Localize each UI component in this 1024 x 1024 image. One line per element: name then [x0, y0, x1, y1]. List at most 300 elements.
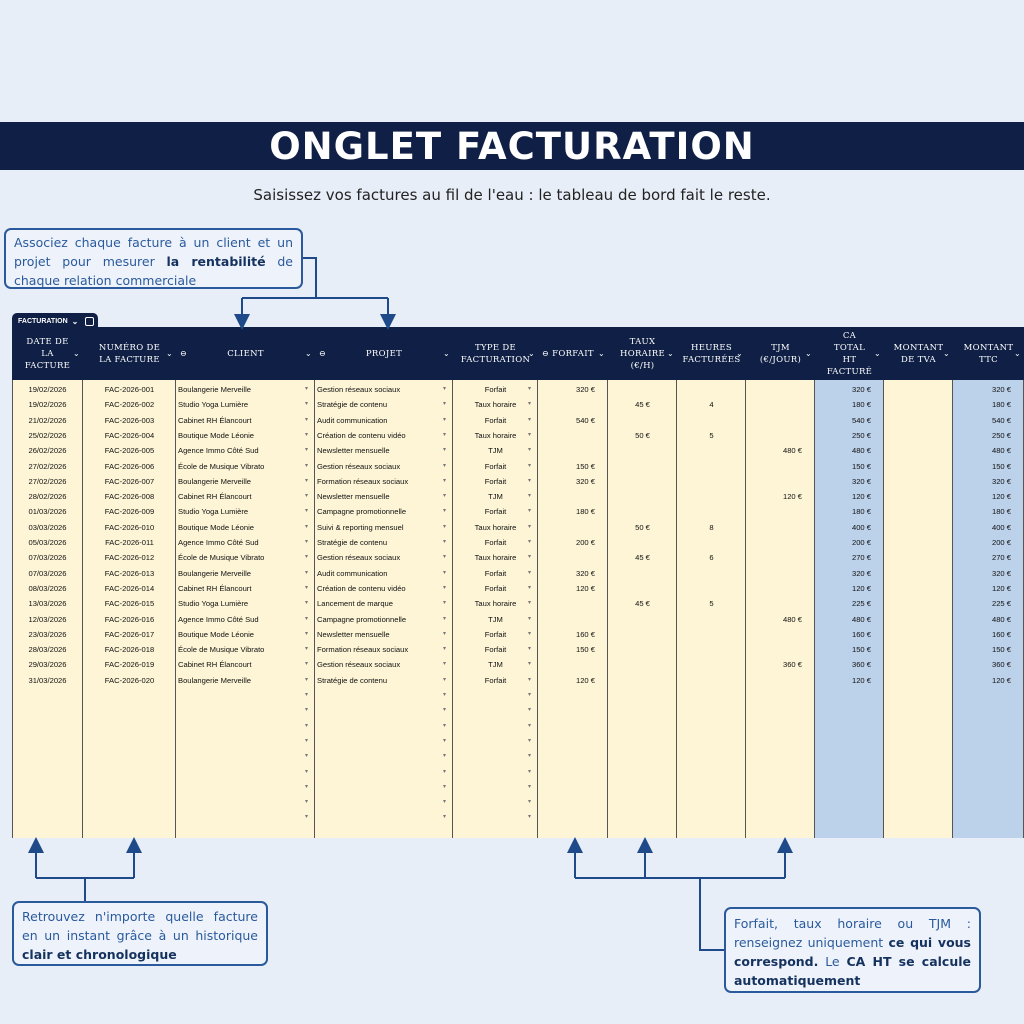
- cell-ttc[interactable]: 180 €: [991, 507, 1011, 517]
- cell-ttc[interactable]: 360 €: [991, 660, 1011, 670]
- cell-tjm[interactable]: [746, 535, 807, 550]
- cell-tjm[interactable]: [746, 382, 807, 397]
- dropdown-arrow-icon[interactable]: ▾: [528, 661, 532, 668]
- cell-ttc[interactable]: 400 €: [991, 522, 1011, 532]
- cell-forfait[interactable]: 120 €: [575, 583, 595, 593]
- cell-forfait[interactable]: [538, 428, 600, 443]
- cell-projet[interactable]: Gestion réseaux sociaux: [317, 553, 401, 563]
- cell-ttc[interactable]: 320 €: [991, 568, 1011, 578]
- cell-projet[interactable]: Gestion réseaux sociaux: [317, 461, 401, 471]
- dropdown-arrow-icon[interactable]: ▾: [528, 753, 532, 760]
- dropdown-arrow-icon[interactable]: ▾: [443, 493, 447, 500]
- cell-client[interactable]: Studio Yoga Lumière: [178, 400, 249, 410]
- cell-taux[interactable]: [608, 673, 677, 688]
- filter-chevron-icon[interactable]: ⌄: [597, 349, 605, 358]
- cell-num[interactable]: FAC-2026-006: [104, 461, 155, 471]
- column-header-projet[interactable]: [315, 327, 453, 380]
- cell-heures[interactable]: [677, 642, 746, 657]
- dropdown-arrow-icon[interactable]: ▾: [305, 722, 309, 729]
- cell-projet[interactable]: Newsletter mensuelle: [317, 492, 390, 502]
- cell-type[interactable]: TJM: [488, 492, 503, 502]
- column-header-ttc[interactable]: [953, 327, 1024, 380]
- cell-heures[interactable]: 8: [709, 522, 714, 532]
- cell-ttc[interactable]: 480 €: [991, 446, 1011, 456]
- cell-taux[interactable]: [608, 535, 677, 550]
- cell-tjm[interactable]: 360 €: [782, 660, 802, 670]
- cell-heures[interactable]: 4: [709, 400, 714, 410]
- dropdown-arrow-icon[interactable]: ▾: [305, 692, 309, 698]
- cell-taux[interactable]: [608, 443, 677, 458]
- cell-num[interactable]: FAC-2026-010: [104, 522, 155, 532]
- cell-date[interactable]: 28/02/2026: [28, 492, 67, 502]
- dropdown-arrow-icon[interactable]: ▾: [443, 814, 447, 821]
- cell-type[interactable]: Forfait: [484, 538, 507, 547]
- dropdown-arrow-icon[interactable]: ▾: [443, 539, 447, 545]
- cell-client[interactable]: Boutique Mode Léonie: [178, 629, 254, 639]
- cell-date[interactable]: 28/03/2026: [28, 645, 67, 655]
- cell-forfait[interactable]: [538, 489, 600, 504]
- cell-num[interactable]: FAC-2026-019: [104, 660, 155, 670]
- cell-heures[interactable]: [677, 413, 746, 428]
- cell-client[interactable]: Boutique Mode Léonie: [178, 430, 254, 440]
- cell-tjm[interactable]: [746, 504, 807, 519]
- cell-projet[interactable]: Gestion réseaux sociaux: [317, 385, 401, 394]
- cell-ca[interactable]: 320 €: [851, 385, 871, 394]
- cell-taux[interactable]: [608, 627, 677, 642]
- dropdown-arrow-icon[interactable]: ▾: [443, 569, 447, 576]
- cell-taux[interactable]: [608, 581, 677, 596]
- cell-ttc[interactable]: 225 €: [991, 599, 1011, 609]
- filter-chevron-icon[interactable]: ⌄: [72, 349, 80, 358]
- dropdown-arrow-icon[interactable]: ▾: [305, 508, 309, 515]
- cell-ttc[interactable]: 120 €: [991, 675, 1011, 685]
- dropdown-arrow-icon[interactable]: ▾: [528, 416, 532, 423]
- cell-date[interactable]: 29/03/2026: [28, 660, 67, 670]
- cell-client[interactable]: Agence Immo Côté Sud: [178, 446, 259, 456]
- column-header-tva[interactable]: [884, 327, 953, 380]
- cell-tva[interactable]: [884, 428, 945, 443]
- cell-client[interactable]: Boulangerie Merveille: [178, 385, 252, 394]
- cell-projet[interactable]: Stratégie de contenu: [317, 675, 388, 685]
- cell-tva[interactable]: [884, 504, 945, 519]
- cell-tjm[interactable]: 480 €: [782, 614, 802, 624]
- cell-projet[interactable]: Audit communication: [317, 568, 388, 578]
- cell-ca[interactable]: 120 €: [851, 583, 871, 593]
- column-header-heures[interactable]: [677, 327, 746, 380]
- dropdown-arrow-icon[interactable]: ▾: [443, 523, 447, 530]
- cell-tjm[interactable]: 480 €: [782, 446, 802, 456]
- dropdown-arrow-icon[interactable]: ▾: [305, 799, 309, 806]
- cell-ca[interactable]: 150 €: [851, 645, 871, 655]
- cell-client[interactable]: École de Musique Vibrato: [178, 553, 265, 563]
- dropdown-arrow-icon[interactable]: ▾: [305, 737, 309, 744]
- cell-ttc[interactable]: 270 €: [991, 553, 1011, 563]
- dropdown-arrow-icon[interactable]: ▾: [443, 737, 447, 744]
- cell-type[interactable]: Taux horaire: [474, 599, 517, 609]
- dropdown-arrow-icon[interactable]: ▾: [528, 768, 532, 775]
- dropdown-arrow-icon[interactable]: ▾: [528, 508, 532, 515]
- cell-type[interactable]: Forfait: [484, 568, 507, 578]
- cell-client[interactable]: Agence Immo Côté Sud: [178, 614, 259, 624]
- dropdown-arrow-icon[interactable]: ▾: [443, 615, 447, 622]
- cell-projet[interactable]: Création de contenu vidéo: [317, 430, 406, 440]
- dropdown-arrow-icon[interactable]: ▾: [443, 462, 447, 469]
- cell-type[interactable]: Forfait: [484, 583, 507, 593]
- cell-heures[interactable]: [677, 382, 746, 397]
- cell-client[interactable]: Boutique Mode Léonie: [178, 522, 254, 532]
- cell-date[interactable]: 25/02/2026: [28, 430, 67, 440]
- cell-forfait[interactable]: [538, 520, 600, 535]
- dropdown-arrow-icon[interactable]: ▾: [305, 615, 309, 622]
- dropdown-arrow-icon[interactable]: ▾: [528, 692, 532, 698]
- dropdown-arrow-icon[interactable]: ▾: [443, 447, 447, 454]
- cell-taux[interactable]: [608, 566, 677, 581]
- cell-num[interactable]: FAC-2026-008: [104, 492, 155, 502]
- cell-tva[interactable]: [884, 397, 945, 412]
- cell-taux[interactable]: 45 €: [635, 553, 650, 563]
- cell-projet[interactable]: Lancement de marque: [317, 599, 393, 609]
- dropdown-arrow-icon[interactable]: ▾: [305, 554, 309, 561]
- dropdown-arrow-icon[interactable]: ▾: [443, 416, 447, 423]
- cell-taux[interactable]: [608, 474, 677, 489]
- dropdown-arrow-icon[interactable]: ▾: [528, 386, 532, 392]
- cell-heures[interactable]: [677, 535, 746, 550]
- cell-num[interactable]: FAC-2026-011: [105, 538, 154, 547]
- cell-projet[interactable]: Audit communication: [317, 415, 388, 425]
- cell-tjm[interactable]: [746, 642, 807, 657]
- cell-forfait[interactable]: [538, 657, 600, 672]
- cell-num[interactable]: FAC-2026-020: [104, 675, 155, 685]
- cell-type[interactable]: TJM: [488, 614, 503, 624]
- cell-ca[interactable]: 320 €: [851, 568, 871, 578]
- cell-tjm[interactable]: [746, 581, 807, 596]
- cell-num[interactable]: FAC-2026-004: [104, 430, 155, 440]
- dropdown-arrow-icon[interactable]: ▾: [528, 493, 532, 500]
- cell-tjm[interactable]: [746, 520, 807, 535]
- cell-forfait[interactable]: 150 €: [575, 645, 595, 655]
- cell-tva[interactable]: [884, 612, 945, 627]
- cell-projet[interactable]: Stratégie de contenu: [317, 400, 388, 410]
- cell-type[interactable]: Forfait: [484, 629, 507, 639]
- cell-tva[interactable]: [884, 566, 945, 581]
- cell-num[interactable]: FAC-2026-014: [104, 583, 155, 593]
- cell-ttc[interactable]: 150 €: [991, 645, 1011, 655]
- cell-projet[interactable]: Formation réseaux sociaux: [317, 645, 409, 655]
- dropdown-arrow-icon[interactable]: ▾: [443, 722, 447, 729]
- cell-projet[interactable]: Newsletter mensuelle: [317, 629, 390, 639]
- dropdown-arrow-icon[interactable]: ▾: [528, 554, 532, 561]
- cell-client[interactable]: Cabinet RH Élancourt: [178, 492, 252, 502]
- cell-client[interactable]: Agence Immo Côté Sud: [178, 538, 259, 547]
- cell-forfait[interactable]: [538, 443, 600, 458]
- cell-type[interactable]: Forfait: [484, 507, 507, 517]
- dropdown-arrow-icon[interactable]: ▾: [443, 554, 447, 561]
- cell-ttc[interactable]: 250 €: [991, 430, 1011, 440]
- dropdown-arrow-icon[interactable]: ▾: [528, 477, 532, 484]
- dropdown-arrow-icon[interactable]: ▾: [305, 462, 309, 469]
- cell-ca[interactable]: 150 €: [851, 461, 871, 471]
- dropdown-arrow-icon[interactable]: ▾: [528, 676, 532, 683]
- cell-forfait[interactable]: 160 €: [575, 629, 595, 639]
- cell-projet[interactable]: Stratégie de contenu: [317, 538, 388, 547]
- dropdown-arrow-icon[interactable]: ▾: [443, 477, 447, 484]
- cell-ca[interactable]: 180 €: [851, 400, 871, 410]
- cell-heures[interactable]: [677, 443, 746, 458]
- cell-ca[interactable]: 200 €: [851, 538, 871, 547]
- cell-ca[interactable]: 480 €: [851, 446, 871, 456]
- dropdown-arrow-icon[interactable]: ▾: [528, 646, 532, 653]
- filter-chevron-icon[interactable]: ⌄: [804, 349, 812, 358]
- dropdown-arrow-icon[interactable]: ▾: [528, 737, 532, 744]
- cell-tva[interactable]: [884, 673, 945, 688]
- dropdown-arrow-icon[interactable]: ▾: [305, 569, 309, 576]
- dropdown-arrow-icon[interactable]: ▾: [305, 814, 309, 821]
- cell-ttc[interactable]: 200 €: [991, 538, 1011, 547]
- cell-forfait[interactable]: 320 €: [575, 385, 595, 394]
- cell-type[interactable]: Taux horaire: [474, 522, 517, 532]
- cell-forfait[interactable]: [538, 612, 600, 627]
- dropdown-arrow-icon[interactable]: ▾: [305, 646, 309, 653]
- cell-heures[interactable]: [677, 627, 746, 642]
- cell-date[interactable]: 23/03/2026: [28, 629, 67, 639]
- dropdown-arrow-icon[interactable]: ▾: [305, 523, 309, 530]
- cell-num[interactable]: FAC-2026-009: [104, 507, 155, 517]
- cell-taux[interactable]: [608, 642, 677, 657]
- filter-chevron-icon[interactable]: ⌄: [1013, 349, 1021, 358]
- dropdown-arrow-icon[interactable]: ▾: [305, 630, 309, 637]
- cell-num[interactable]: FAC-2026-003: [104, 415, 155, 425]
- cell-tva[interactable]: [884, 443, 945, 458]
- cell-taux[interactable]: 50 €: [635, 430, 650, 440]
- column-header-forfait[interactable]: [538, 327, 608, 380]
- dropdown-arrow-icon[interactable]: ▾: [528, 707, 532, 714]
- cell-tjm[interactable]: [746, 413, 807, 428]
- cell-num[interactable]: FAC-2026-012: [104, 553, 155, 563]
- cell-num[interactable]: FAC-2026-005: [104, 446, 155, 456]
- dropdown-arrow-icon[interactable]: ▾: [305, 447, 309, 454]
- cell-client[interactable]: Cabinet RH Élancourt: [178, 415, 252, 425]
- cell-date[interactable]: 01/03/2026: [28, 507, 67, 517]
- cell-forfait[interactable]: 200 €: [575, 538, 595, 547]
- filter-chevron-icon[interactable]: ⌄: [735, 349, 743, 358]
- cell-num[interactable]: FAC-2026-017: [104, 629, 155, 639]
- cell-taux[interactable]: [608, 413, 677, 428]
- dropdown-arrow-icon[interactable]: ▾: [305, 539, 309, 545]
- cell-client[interactable]: Studio Yoga Lumière: [178, 599, 249, 609]
- filter-chevron-icon[interactable]: ⌄: [873, 349, 881, 358]
- dropdown-arrow-icon[interactable]: ▾: [305, 493, 309, 500]
- cell-taux[interactable]: 45 €: [635, 599, 650, 609]
- cell-date[interactable]: 13/03/2026: [28, 599, 67, 609]
- cell-heures[interactable]: 5: [709, 430, 714, 440]
- column-header-type[interactable]: [453, 327, 538, 380]
- dropdown-arrow-icon[interactable]: ▾: [443, 401, 447, 408]
- cell-heures[interactable]: [677, 657, 746, 672]
- cell-ttc[interactable]: 540 €: [991, 415, 1011, 425]
- column-header-num[interactable]: [83, 327, 176, 380]
- dropdown-arrow-icon[interactable]: ▾: [528, 447, 532, 454]
- cell-heures[interactable]: 5: [709, 599, 714, 609]
- dropdown-arrow-icon[interactable]: ▾: [305, 477, 309, 484]
- dropdown-arrow-icon[interactable]: ▾: [305, 584, 309, 591]
- cell-tva[interactable]: [884, 627, 945, 642]
- dropdown-arrow-icon[interactable]: ▾: [528, 539, 532, 545]
- cell-type[interactable]: Forfait: [484, 476, 507, 486]
- cell-ca[interactable]: 360 €: [851, 660, 871, 670]
- dropdown-arrow-icon[interactable]: ▾: [528, 799, 532, 806]
- cell-client[interactable]: École de Musique Vibrato: [178, 645, 265, 655]
- cell-ttc[interactable]: 320 €: [991, 476, 1011, 486]
- cell-num[interactable]: FAC-2026-001: [104, 385, 155, 394]
- cell-date[interactable]: 05/03/2026: [28, 538, 67, 547]
- cell-tjm[interactable]: [746, 673, 807, 688]
- cell-tva[interactable]: [884, 596, 945, 611]
- cell-heures[interactable]: [677, 581, 746, 596]
- cell-client[interactable]: Boulangerie Merveille: [178, 568, 252, 578]
- cell-date[interactable]: 08/03/2026: [28, 583, 67, 593]
- dropdown-arrow-icon[interactable]: ▾: [528, 431, 532, 438]
- cell-taux[interactable]: [608, 459, 677, 474]
- cell-num[interactable]: FAC-2026-015: [104, 599, 155, 609]
- dropdown-arrow-icon[interactable]: ▾: [443, 783, 447, 790]
- dropdown-arrow-icon[interactable]: ▾: [528, 783, 532, 790]
- cell-ttc[interactable]: 150 €: [991, 461, 1011, 471]
- dropdown-arrow-icon[interactable]: ▾: [305, 707, 309, 714]
- cell-type[interactable]: Forfait: [484, 461, 507, 471]
- dropdown-arrow-icon[interactable]: ▾: [305, 431, 309, 438]
- dropdown-arrow-icon[interactable]: ▾: [443, 768, 447, 775]
- dropdown-arrow-icon[interactable]: ▾: [443, 676, 447, 683]
- cell-date[interactable]: 07/03/2026: [28, 553, 67, 563]
- dropdown-arrow-icon[interactable]: ▾: [528, 814, 532, 821]
- cell-ca[interactable]: 225 €: [851, 599, 871, 609]
- cell-forfait[interactable]: 120 €: [575, 675, 595, 685]
- chevron-down-icon[interactable]: ⌄: [71, 316, 79, 326]
- cell-type[interactable]: Taux horaire: [474, 553, 517, 563]
- cell-tva[interactable]: [884, 642, 945, 657]
- cell-heures[interactable]: [677, 612, 746, 627]
- cell-tva[interactable]: [884, 550, 945, 565]
- cell-client[interactable]: Boulangerie Merveille: [178, 476, 252, 486]
- cell-tva[interactable]: [884, 474, 945, 489]
- cell-ttc[interactable]: 120 €: [991, 492, 1011, 502]
- dropdown-arrow-icon[interactable]: ▾: [528, 630, 532, 637]
- cell-tjm[interactable]: [746, 566, 807, 581]
- cell-heures[interactable]: [677, 474, 746, 489]
- cell-client[interactable]: Cabinet RH Élancourt: [178, 660, 252, 670]
- cell-num[interactable]: FAC-2026-007: [104, 476, 155, 486]
- filter-chevron-icon[interactable]: ⌄: [942, 349, 950, 358]
- filter-chevron-icon[interactable]: ⌄: [304, 349, 312, 358]
- dropdown-arrow-icon[interactable]: ▾: [305, 753, 309, 760]
- cell-num[interactable]: FAC-2026-018: [104, 645, 155, 655]
- cell-forfait[interactable]: 180 €: [575, 507, 595, 517]
- cell-date[interactable]: 07/03/2026: [28, 568, 67, 578]
- dropdown-arrow-icon[interactable]: ▾: [305, 661, 309, 668]
- dropdown-arrow-icon[interactable]: ▾: [443, 584, 447, 591]
- cell-tjm[interactable]: [746, 474, 807, 489]
- cell-taux[interactable]: 50 €: [635, 522, 650, 532]
- cell-tva[interactable]: [884, 520, 945, 535]
- cell-projet[interactable]: Campagne promotionnelle: [317, 614, 407, 624]
- cell-ttc[interactable]: 120 €: [991, 583, 1011, 593]
- cell-tva[interactable]: [884, 413, 945, 428]
- cell-ca[interactable]: 480 €: [851, 614, 871, 624]
- filter-chevron-icon[interactable]: ⌄: [527, 349, 535, 358]
- cell-type[interactable]: TJM: [488, 446, 503, 456]
- cell-forfait[interactable]: [538, 596, 600, 611]
- dropdown-arrow-icon[interactable]: ▾: [305, 600, 309, 607]
- cell-tjm[interactable]: [746, 550, 807, 565]
- cell-forfait[interactable]: 150 €: [575, 461, 595, 471]
- cell-heures[interactable]: [677, 504, 746, 519]
- cell-tva[interactable]: [884, 657, 945, 672]
- cell-num[interactable]: FAC-2026-002: [104, 400, 155, 410]
- cell-heures[interactable]: [677, 489, 746, 504]
- cell-ca[interactable]: 400 €: [851, 522, 871, 532]
- cell-ca[interactable]: 540 €: [851, 415, 871, 425]
- cell-num[interactable]: FAC-2026-013: [104, 568, 155, 578]
- cell-taux[interactable]: [608, 612, 677, 627]
- dropdown-arrow-icon[interactable]: ▾: [443, 707, 447, 714]
- dropdown-arrow-icon[interactable]: ▾: [443, 661, 447, 668]
- dropdown-arrow-icon[interactable]: ▾: [305, 401, 309, 408]
- cell-ca[interactable]: 160 €: [851, 629, 871, 639]
- cell-type[interactable]: Forfait: [484, 385, 507, 394]
- dropdown-arrow-icon[interactable]: ▾: [528, 584, 532, 591]
- cell-taux[interactable]: [608, 382, 677, 397]
- cell-client[interactable]: École de Musique Vibrato: [178, 461, 265, 471]
- cell-tjm[interactable]: 120 €: [782, 492, 802, 502]
- cell-projet[interactable]: Newsletter mensuelle: [317, 446, 390, 456]
- cell-heures[interactable]: [677, 673, 746, 688]
- cell-client[interactable]: Studio Yoga Lumière: [178, 507, 249, 517]
- cell-type[interactable]: Forfait: [484, 645, 507, 655]
- dropdown-arrow-icon[interactable]: ▾: [443, 630, 447, 637]
- cell-taux[interactable]: [608, 657, 677, 672]
- cell-ca[interactable]: 270 €: [851, 553, 871, 563]
- cell-heures[interactable]: [677, 459, 746, 474]
- dropdown-arrow-icon[interactable]: ▾: [305, 676, 309, 683]
- cell-ttc[interactable]: 320 €: [991, 385, 1011, 394]
- cell-ca[interactable]: 180 €: [851, 507, 871, 517]
- dropdown-arrow-icon[interactable]: ▾: [305, 386, 309, 392]
- cell-type[interactable]: Forfait: [484, 675, 507, 685]
- cell-ca[interactable]: 120 €: [851, 675, 871, 685]
- dropdown-arrow-icon[interactable]: ▾: [443, 692, 447, 698]
- cell-tjm[interactable]: [746, 627, 807, 642]
- cell-projet[interactable]: Suivi & reporting mensuel: [317, 522, 404, 532]
- cell-date[interactable]: 27/02/2026: [28, 461, 67, 471]
- cell-projet[interactable]: Formation réseaux sociaux: [317, 476, 409, 486]
- cell-ca[interactable]: 120 €: [851, 492, 871, 502]
- cell-ttc[interactable]: 160 €: [991, 629, 1011, 639]
- cell-taux[interactable]: 45 €: [635, 400, 650, 410]
- cell-tva[interactable]: [884, 382, 945, 397]
- dropdown-arrow-icon[interactable]: ▾: [443, 646, 447, 653]
- cell-tva[interactable]: [884, 489, 945, 504]
- cell-type[interactable]: TJM: [488, 660, 503, 670]
- cell-forfait[interactable]: 320 €: [575, 568, 595, 578]
- cell-forfait[interactable]: 320 €: [575, 476, 595, 486]
- cell-taux[interactable]: [608, 489, 677, 504]
- cell-tjm[interactable]: [746, 459, 807, 474]
- cell-projet[interactable]: Campagne promotionnelle: [317, 507, 407, 517]
- filter-chevron-icon[interactable]: ⌄: [165, 349, 173, 358]
- dropdown-arrow-icon[interactable]: ▾: [443, 600, 447, 607]
- dropdown-arrow-icon[interactable]: ▾: [528, 523, 532, 530]
- cell-forfait[interactable]: [538, 397, 600, 412]
